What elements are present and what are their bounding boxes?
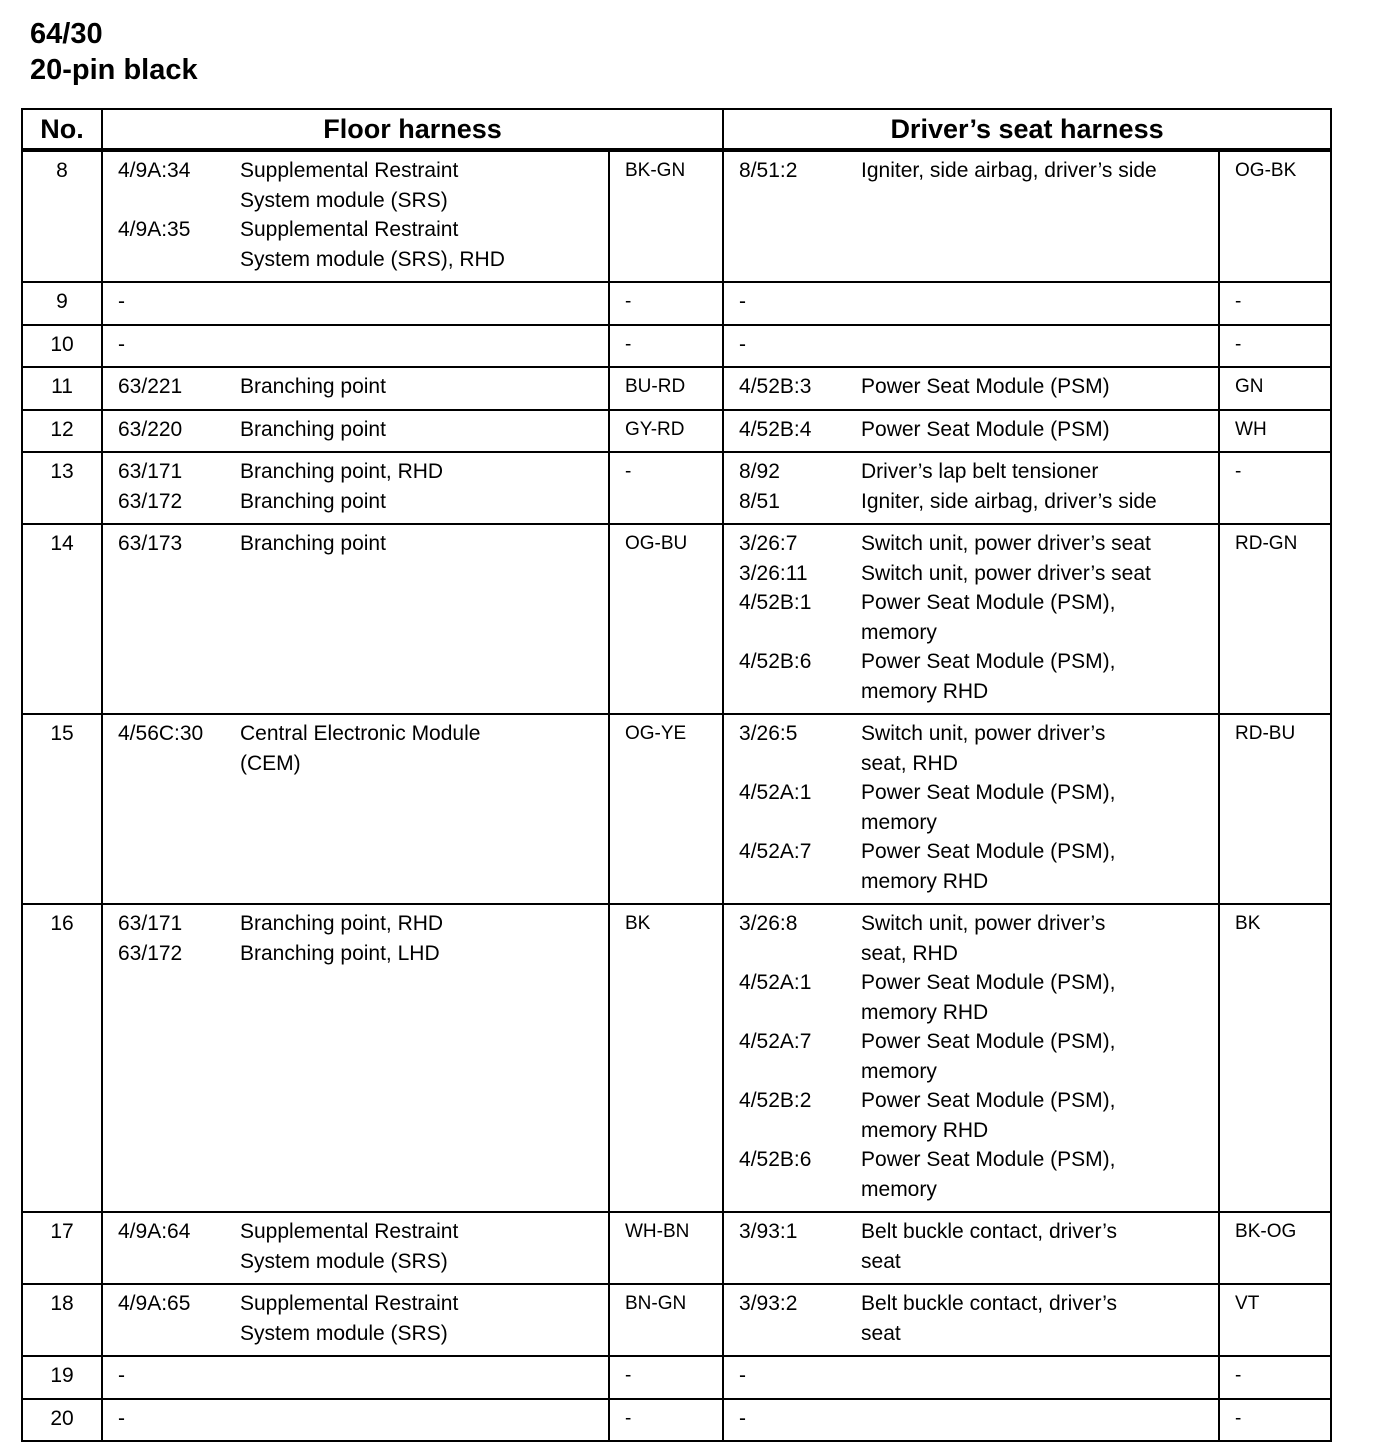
connection-entry [724, 330, 1218, 360]
description-line [240, 287, 608, 317]
connection-entry [724, 1027, 1218, 1086]
connection-entry [103, 1361, 608, 1391]
floor-harness-cell [102, 1399, 609, 1442]
pin-number: 14 [22, 524, 102, 714]
description-line: Belt buckle contact, driver’s [861, 1292, 1118, 1315]
component-description [861, 719, 1218, 778]
connection-entry [724, 1404, 1218, 1434]
connector-ref: - [118, 1364, 125, 1387]
pin-number: 8 [22, 150, 102, 282]
floor-wire-color: BU-RD [609, 367, 723, 410]
component-description [240, 719, 608, 778]
component-description [240, 287, 608, 317]
floor-harness-cell [102, 1212, 609, 1284]
description-line [240, 1361, 608, 1391]
pin-number: 12 [22, 410, 102, 453]
component-description [240, 939, 608, 969]
description-line: memory [861, 1177, 937, 1201]
component-description [861, 372, 1218, 402]
connector-ref: 4/52B:4 [739, 417, 812, 441]
description-line: Power Seat Module (PSM) [861, 417, 1110, 441]
connector-ref: 4/52A:1 [739, 971, 812, 994]
connector-ref: 63/221 [118, 375, 183, 398]
component-description [240, 215, 608, 274]
table-row [22, 367, 1331, 410]
table-row [22, 524, 1331, 714]
description-line: Branching point, RHD [240, 460, 444, 483]
drivers-seat-harness-cell [723, 150, 1219, 282]
connector-ref: 8/51 [739, 489, 780, 513]
description-line: Switch unit, power driver’s [861, 912, 1106, 935]
connector-ref: 4/9A:64 [118, 1220, 191, 1243]
connector-ref: 4/9A:35 [118, 218, 191, 241]
connection-entry [724, 1289, 1218, 1348]
floor-harness-cell [102, 325, 609, 368]
drivers-seat-harness-cell [723, 282, 1219, 325]
drivers-seat-harness-cell [723, 1284, 1219, 1356]
description-line: seat [861, 1249, 901, 1273]
connection-entry [724, 559, 1218, 589]
connector-ref: 4/52B:6 [739, 1148, 812, 1171]
pin-number: 18 [22, 1284, 102, 1356]
table-body [22, 150, 1331, 1441]
description-line: memory RHD [861, 1118, 989, 1142]
driver-wire-color: - [1219, 452, 1331, 524]
connection-entry [103, 1404, 608, 1434]
description-line [861, 1404, 1218, 1434]
connection-entry [724, 968, 1218, 1027]
table-row [22, 714, 1331, 904]
drivers-seat-harness-cell [723, 325, 1219, 368]
component-description [240, 457, 608, 487]
connection-entry [724, 287, 1218, 317]
component-description [861, 778, 1218, 837]
floor-wire-color: - [609, 452, 723, 524]
drivers-seat-harness-cell [723, 1399, 1219, 1442]
description-line: memory [861, 620, 937, 644]
connection-entry [103, 529, 608, 559]
connection-entry [724, 372, 1218, 402]
description-line: memory RHD [861, 679, 989, 703]
description-line [240, 330, 608, 360]
connector-ref: 4/52A:7 [739, 1030, 812, 1053]
connector-ref: 4/9A:65 [118, 1292, 191, 1315]
description-line: System module (SRS) [240, 1321, 448, 1345]
connection-entry [724, 778, 1218, 837]
component-description [861, 1086, 1218, 1145]
pin-number: 11 [22, 367, 102, 410]
table-row [22, 904, 1331, 1212]
floor-wire-color: BN-GN [609, 1284, 723, 1356]
connector-ref: - [118, 1406, 125, 1430]
pin-number: 20 [22, 1399, 102, 1442]
driver-wire-color: OG-BK [1219, 150, 1331, 282]
description-line: Power Seat Module (PSM), [861, 650, 1116, 673]
description-line: Branching point [240, 417, 386, 441]
connector-ref: 3/26:8 [739, 912, 798, 935]
table-row [22, 452, 1331, 524]
connection-entry [724, 909, 1218, 968]
connector-ref: 4/52A:7 [739, 840, 812, 863]
connector-ref: 3/93:1 [739, 1220, 798, 1243]
connector-ref: 4/52B:6 [739, 650, 812, 673]
description-line: Branching point [240, 532, 386, 555]
component-description [861, 487, 1218, 517]
component-description [240, 1217, 608, 1276]
description-line: Switch unit, power driver’s seat [861, 561, 1151, 585]
component-description [240, 1361, 608, 1391]
component-description [240, 1404, 608, 1434]
pin-number: 16 [22, 904, 102, 1212]
connection-entry [103, 330, 608, 360]
component-description [240, 1289, 608, 1348]
description-line: Igniter, side airbag, driver’s side [861, 159, 1157, 182]
driver-wire-color: RD-BU [1219, 714, 1331, 904]
connector-ref: - [739, 1406, 747, 1430]
drivers-seat-harness-cell [723, 714, 1219, 904]
table-row [22, 325, 1331, 368]
floor-wire-color: GY-RD [609, 410, 723, 453]
connector-ref: - [118, 332, 125, 356]
connection-entry [103, 415, 608, 445]
description-line: Power Seat Module (PSM), [861, 1148, 1116, 1171]
drivers-seat-harness-cell [723, 410, 1219, 453]
connection-entry [103, 487, 608, 517]
driver-wire-color: VT [1219, 1284, 1331, 1356]
component-description [240, 372, 608, 402]
connection-entry [103, 372, 608, 402]
description-line [861, 287, 1218, 317]
floor-harness-cell [102, 410, 609, 453]
pin-number: 19 [22, 1356, 102, 1399]
connection-entry [724, 1361, 1218, 1391]
pin-number: 9 [22, 282, 102, 325]
component-description [861, 1404, 1218, 1434]
description-line: Branching point, RHD [240, 912, 444, 935]
floor-wire-color: WH-BN [609, 1212, 723, 1284]
description-line: memory [861, 1059, 937, 1083]
pin-number: 13 [22, 452, 102, 524]
description-line: Igniter, side airbag, driver’s side [861, 489, 1157, 513]
connection-entry [724, 156, 1218, 186]
description-line: Central Electronic Module [240, 722, 481, 745]
connector-ref: 4/52B:2 [739, 1089, 812, 1112]
component-description [240, 909, 608, 939]
floor-wire-color: - [609, 1399, 723, 1442]
connection-entry [724, 588, 1218, 647]
description-line: Power Seat Module (PSM), [861, 971, 1116, 994]
connection-entry [724, 487, 1218, 517]
component-description [240, 156, 608, 215]
pin-number: 17 [22, 1212, 102, 1284]
pinout-table [21, 108, 1332, 1442]
description-line: Supplemental Restraint [240, 159, 459, 182]
description-line: Switch unit, power driver’s seat [861, 532, 1151, 555]
table-row [22, 1284, 1331, 1356]
description-line: Power Seat Module (PSM), [861, 591, 1116, 614]
drivers-seat-harness-cell [723, 904, 1219, 1212]
connector-ref: 8/51:2 [739, 159, 798, 182]
description-line: Switch unit, power driver’s [861, 722, 1106, 745]
component-description [240, 330, 608, 360]
description-line [240, 1404, 608, 1434]
driver-wire-color: WH [1219, 410, 1331, 453]
component-description [861, 1361, 1218, 1391]
connector-ref: 4/52A:1 [739, 781, 812, 804]
floor-harness-cell [102, 367, 609, 410]
table-row [22, 150, 1331, 282]
connection-entry [103, 156, 608, 215]
table-row [22, 410, 1331, 453]
floor-harness-cell [102, 282, 609, 325]
connector-ref: 63/173 [118, 532, 183, 555]
drivers-seat-harness-cell [723, 1356, 1219, 1399]
header-drivers-seat-harness: Driver’s seat harness [723, 109, 1331, 150]
component-description [240, 415, 608, 445]
description-line: Branching point [240, 489, 386, 513]
description-line [861, 1361, 1218, 1391]
component-description [861, 457, 1218, 487]
connection-entry [724, 647, 1218, 706]
component-description [861, 1289, 1218, 1348]
connector-ref: 63/171 [118, 460, 183, 483]
connector-ref: 3/26:5 [739, 722, 798, 745]
connector-ref: 63/171 [118, 912, 183, 935]
connection-entry [724, 529, 1218, 559]
connection-entry [103, 1289, 608, 1348]
connector-ref: 63/172 [118, 941, 183, 965]
connection-entry [103, 215, 608, 274]
connector-description: 20-pin black [30, 54, 198, 86]
description-line: Supplemental Restraint [240, 218, 459, 241]
description-line: Supplemental Restraint [240, 1292, 459, 1315]
driver-wire-color: BK [1219, 904, 1331, 1212]
driver-wire-color: - [1219, 325, 1331, 368]
component-description [861, 968, 1218, 1027]
description-line: seat [861, 1321, 901, 1345]
floor-wire-color: BK [609, 904, 723, 1212]
connector-ref: - [739, 332, 747, 356]
description-line: Power Seat Module (PSM), [861, 1089, 1116, 1112]
header-floor-harness: Floor harness [102, 109, 723, 150]
floor-wire-color: OG-YE [609, 714, 723, 904]
connector-ref: 3/93:2 [739, 1292, 798, 1315]
component-description [861, 1027, 1218, 1086]
connection-entry [724, 1086, 1218, 1145]
connection-entry [103, 939, 608, 969]
driver-wire-color: - [1219, 282, 1331, 325]
table-row [22, 1212, 1331, 1284]
description-line: System module (SRS) [240, 1249, 448, 1273]
connection-entry [103, 719, 608, 778]
component-description [861, 330, 1218, 360]
floor-harness-cell [102, 904, 609, 1212]
floor-wire-color: - [609, 282, 723, 325]
floor-harness-cell [102, 150, 609, 282]
component-description [861, 529, 1218, 559]
description-line: Power Seat Module (PSM), [861, 840, 1116, 863]
connector-ref: - [118, 290, 125, 313]
drivers-seat-harness-cell [723, 367, 1219, 410]
floor-harness-cell [102, 452, 609, 524]
table-row [22, 282, 1331, 325]
connection-entry [724, 1145, 1218, 1204]
connector-ref: - [739, 290, 747, 313]
connection-entry [724, 719, 1218, 778]
floor-harness-cell [102, 1284, 609, 1356]
floor-wire-color: OG-BU [609, 524, 723, 714]
connection-entry [103, 1217, 608, 1276]
connection-entry [724, 1217, 1218, 1276]
drivers-seat-harness-cell [723, 524, 1219, 714]
component-description [240, 529, 608, 559]
table-row [22, 1356, 1331, 1399]
pin-number: 15 [22, 714, 102, 904]
component-description [861, 1145, 1218, 1204]
component-description [240, 487, 608, 517]
connector-ref: 4/9A:34 [118, 159, 191, 182]
connector-ref: - [739, 1364, 747, 1387]
floor-wire-color: - [609, 1356, 723, 1399]
driver-wire-color: BK-OG [1219, 1212, 1331, 1284]
connector-id: 64/30 [30, 18, 103, 50]
description-line: seat, RHD [861, 941, 958, 965]
description-line: seat, RHD [861, 751, 958, 775]
description-line: System module (SRS), RHD [240, 247, 505, 271]
connector-ref: 63/220 [118, 417, 183, 441]
floor-harness-cell [102, 1356, 609, 1399]
connection-entry [724, 415, 1218, 445]
connection-entry [103, 909, 608, 939]
floor-wire-color: BK-GN [609, 150, 723, 282]
connector-ref: 3/26:11 [739, 561, 808, 585]
driver-wire-color: RD-GN [1219, 524, 1331, 714]
description-line: Power Seat Module (PSM), [861, 781, 1116, 804]
connection-entry [724, 457, 1218, 487]
connection-entry [103, 457, 608, 487]
description-line: Belt buckle contact, driver’s [861, 1220, 1118, 1243]
component-description [861, 588, 1218, 647]
table-header-row [22, 109, 1331, 150]
table-row [22, 1399, 1331, 1442]
component-description [861, 156, 1218, 186]
description-line: memory RHD [861, 1000, 989, 1024]
description-line: memory RHD [861, 869, 989, 893]
driver-wire-color: - [1219, 1356, 1331, 1399]
description-line: Power Seat Module (PSM) [861, 375, 1110, 398]
drivers-seat-harness-cell [723, 452, 1219, 524]
floor-harness-cell [102, 524, 609, 714]
component-description [861, 837, 1218, 896]
component-description [861, 415, 1218, 445]
description-line: Supplemental Restraint [240, 1220, 459, 1243]
connector-ref: 63/172 [118, 489, 183, 513]
connector-ref: 8/92 [739, 460, 780, 483]
component-description [861, 559, 1218, 589]
description-line: Driver’s lap belt tensioner [861, 460, 1099, 483]
connector-title [30, 16, 198, 88]
description-line [861, 330, 1218, 360]
driver-wire-color: - [1219, 1399, 1331, 1442]
component-description [861, 647, 1218, 706]
component-description [861, 1217, 1218, 1276]
driver-wire-color: GN [1219, 367, 1331, 410]
description-line: System module (SRS) [240, 188, 448, 212]
floor-harness-cell [102, 714, 609, 904]
component-description [861, 287, 1218, 317]
description-line: Branching point [240, 375, 386, 398]
description-line: memory [861, 810, 937, 834]
component-description [861, 909, 1218, 968]
description-line: Power Seat Module (PSM), [861, 1030, 1116, 1053]
connector-ref: 3/26:7 [739, 532, 798, 555]
connector-ref: 4/52B:1 [739, 591, 812, 614]
connection-entry [103, 287, 608, 317]
drivers-seat-harness-cell [723, 1212, 1219, 1284]
description-line: (CEM) [240, 751, 301, 775]
connector-ref: 4/52B:3 [739, 375, 812, 398]
description-line: Branching point, LHD [240, 941, 440, 965]
connector-ref: 4/56C:30 [118, 722, 204, 745]
pin-number: 10 [22, 325, 102, 368]
floor-wire-color: - [609, 325, 723, 368]
header-no: No. [22, 109, 102, 150]
connection-entry [724, 837, 1218, 896]
